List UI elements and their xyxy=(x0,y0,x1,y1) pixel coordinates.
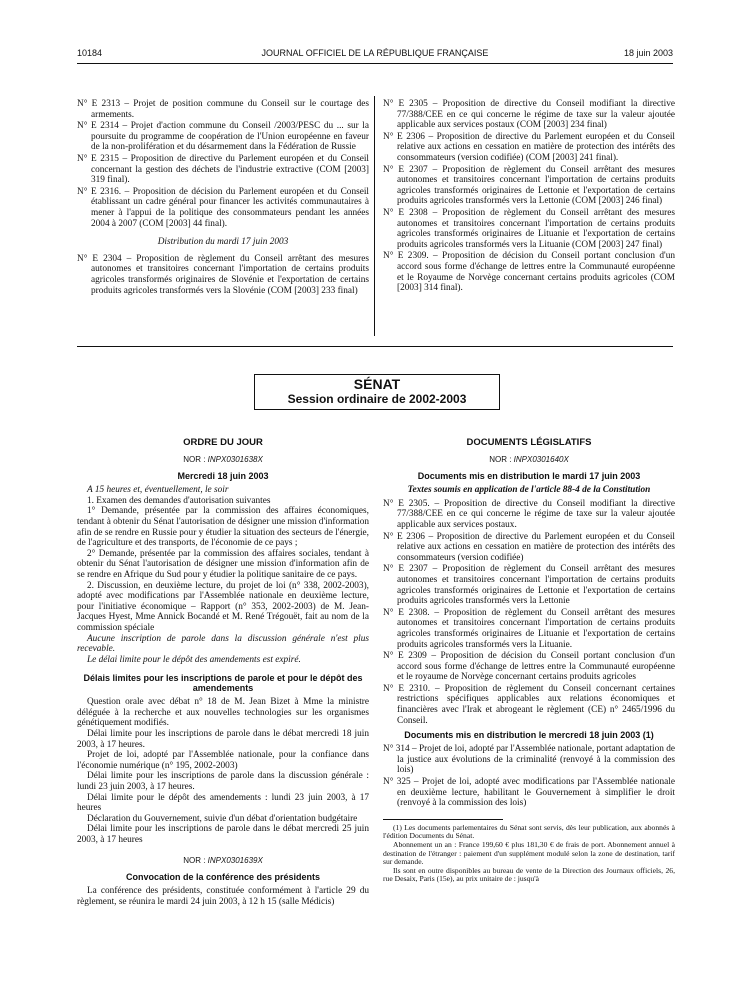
header-rule xyxy=(77,63,673,64)
list-item: N° E 2307 – Proposition de règlement du Conseil arrêtant des mesures autonomes et transitoires concernant l'importation de certains produits agricoles transformés originaires de Lettonie et l'exportation de certains produits agricoles transformés vers la Lettonie (COM [2003] 246 final) xyxy=(383,164,675,207)
journal-title: JOURNAL OFFICIEL DE LA RÉPUBLIQUE FRANÇAISE xyxy=(261,48,489,58)
agenda-item: 1. Examen des demandes d'autorisation suivantes xyxy=(87,495,271,506)
list-item: N° E 2309. – Proposition de décision du Conseil portant conclusion d'un accord sous forme d'échange de lettres entre la Communauté européenne et le Royaume de Norvège concernant certains produits agricoles (COM [2003] 314 final). xyxy=(383,251,675,294)
agenda-item: 2. Discussion, en deuxième lecture, du projet de loi (n° 338, 2002-2003), adopté avec modifications par l'Assemblée nationale en deuxième lecture, pour l'initiative économique – Rapport (n° 353, 2002-2003) de M. Jean-Jacques Hyest, Mme Annick Bocandé et M. René Trégouët, fait au nom de la commission spéciale xyxy=(77,580,369,633)
list-item: N° E 2305. – Proposition de directive du Conseil modifiant la directive 77/388/CEE en ce qui concerne le régime de taxe sur la valeur ajoutée applicable aux services postaux. xyxy=(383,498,675,530)
ordre-du-jour-heading: ORDRE DU JOUR xyxy=(183,437,263,448)
list-item: N° E 2306 – Proposition de directive du Parlement européen et du Conseil relative aux actions en cessation en matière de protection des intérêts des consommateurs (version codifiée) xyxy=(383,531,675,563)
list-item: N° E 2310. – Proposition de règlement du Conseil concernant certaines restrictions spécifiques applicables aux relations économiques et financières avec l'Irak et abrogeant le règlement (CE) n° 2465/1996 du Conseil. xyxy=(383,683,675,726)
list-item: N° 314 – Projet de loi, adopté par l'Assemblée nationale, portant adaptation de la justice aux évolutions de la criminalité (renvoyé à la commission des lois) xyxy=(383,744,675,776)
top-left-column xyxy=(77,99,369,297)
list-item: N° E 2316. – Proposition de décision du Parlement européen et du Conseil établissant un cadre général pour financer les activités communautaires à mener à l'appui de la politique des consommateurs pendant les années 2004 à 2007 (COM [2003] 44 final). xyxy=(77,186,369,229)
delai-item: Délai limite pour les inscriptions de parole dans le débat mercredi 25 juin 2003, à 17 heures xyxy=(77,824,369,845)
note: Le délai limite pour le dépôt des amendements est expiré. xyxy=(87,654,301,665)
distribution-heading: Distribution du mardi 17 juin 2003 xyxy=(157,237,289,248)
delai-item: Délai limite pour les inscriptions de parole dans le débat mercredi 18 juin 2003, à 17 heures. xyxy=(77,729,369,750)
delais-heading: Délais limites pour les inscriptions de parole et pour le dépôt des amendements xyxy=(83,673,363,694)
list-item: N° E 2308. – Proposition de règlement du Conseil arrêtant des mesures autonomes et transitoires concernant l'importation de certains produits agricoles transformés originaires de Lituanie et l'exportation de certains produits agricoles transformés vers la Lituanie. xyxy=(383,607,675,650)
documents-heading: DOCUMENTS LÉGISLATIFS xyxy=(466,437,592,448)
conference-text: La conférence des présidents, constituée conformément à l'article 29 du règlement, se réunira le mardi 24 juin 2003, à 12 h 15 (salle Médicis) xyxy=(77,886,369,907)
list-item: N° E 2305 – Proposition de directive du Conseil modifiant la directive 77/388/CEE en ce qui concerne le régime de taxe sur la valeur ajoutée applicable aux services postaux (COM [2003] 234 final) xyxy=(383,99,675,131)
agenda-item: 2° Demande, présentée par la commission des affaires sociales, tendant à obtenir du Sénat l'autorisation de désigner une mission d'information afin de se rendre en Afrique du Sud pour y étudier la politique sanitaire de ce pays. xyxy=(77,548,369,580)
distribution-heading: Documents mis en distribution le mardi 17 juin 2003 xyxy=(417,471,641,482)
nor-reference: NOR : INPX0301639X xyxy=(183,855,263,865)
list-item: N° E 2308 – Proposition de règlement du Conseil arrêtant des mesures autonomes et transitoires concernant l'importation de certains produits agricoles transformés originaires de Lituanie et l'exportation de certains produits agricoles transformés vers la Lituanie (COM [2003] 247 final) xyxy=(383,207,675,250)
footnote: Ils sont en outre disponibles au bureau de vente de la Direction des Journaux officiels, 26, rue Desaix, Paris (15e), au prix unitaire de : jusqu'à xyxy=(383,865,675,884)
senat-title: SÉNAT xyxy=(353,376,401,392)
delai-item: Délai limite pour le dépôt des amendements : lundi 23 juin 2003, à 17 heures xyxy=(77,792,369,814)
page-number: 10184 xyxy=(77,48,103,58)
top-right-column xyxy=(383,99,675,295)
session-title: Session ordinaire de 2002-2003 xyxy=(287,392,467,406)
agenda-item: 1° Demande, présentée par la commission des affaires économiques, tendant à obtenir du Sénat l'autorisation de désigner une mission d'information afin de se rendre en Russie pour y étudier la situation des secteurs de l'énergie, de l'agriculture et des transports, de l'économie de ce pays ; xyxy=(77,506,370,549)
conference-heading: Convocation de la conférence des présidents xyxy=(125,872,321,883)
list-item: N° E 2309 – Proposition de décision du Conseil portant conclusion d'un accord sous forme d'échange de lettres entre la Communauté européenne et le royaume de Norvège concernant certains produits agricoles xyxy=(383,651,675,683)
list-item: N° E 2315 – Proposition de directive du Parlement européen et du Conseil concernant la gestion des déchets de l'industrie extractive (COM [2003] 319 final). xyxy=(77,153,369,186)
note: Aucune inscription de parole dans la discussion générale n'est plus recevable. xyxy=(77,633,369,655)
textes-heading: Textes soumis en application de l'article 88-4 de la Constitution xyxy=(407,485,651,496)
list-item: N° E 2304 – Proposition de règlement du Conseil arrêtant des mesures autonomes et transitoires concernant l'importation de certains produits agricoles transformés originaires de Slovénie et l'exportation de certains produits agricoles transformés vers la Slovénie (COM [2003] 233 final) xyxy=(77,253,369,296)
intro-text: A 15 heures et, éventuellement, le soir xyxy=(87,485,229,496)
delai-item: Projet de loi, adopté par l'Assemblée nationale, pour la confiance dans l'économie numérique (n° 195, 2002-2003) xyxy=(77,750,369,771)
nor-reference: NOR : INPX0301638X xyxy=(183,454,263,464)
footnote: Abonnement un an : France 199,60 € plus 181,30 € de frais de port. Abonnement annuel à destination de l'étranger : paiement d'un supplément modulé selon la zone de destination, tarif sur demande. xyxy=(383,840,675,867)
list-item: N° E 2306 – Proposition de directive du Parlement européen et du Conseil relative aux actions en cessation en matière de protection des intérêts des consommateurs (version codifiée) (COM [2003] 241 final). xyxy=(383,131,675,163)
delai-item: Délai limite pour les inscriptions de parole dans la discussion générale : lundi 23 juin 2003, à 17 heures. xyxy=(77,771,369,793)
delai-item: Question orale avec débat n° 18 de M. Jean Bizet à Mme la ministre déléguée à la recherche et aux nouvelles technologies sur les organismes génétiquement modifiés. xyxy=(77,697,369,729)
documents-legislatifs-column xyxy=(383,438,675,884)
ordre-du-jour-column xyxy=(77,438,369,907)
date-heading: Mercredi 18 juin 2003 xyxy=(177,471,269,482)
list-item: N° E 2314 – Projet d'action commune du Conseil /2003/PESC du ... sur la poursuite du programme de coopération de l'Union européenne en faveur de la non-prolifération et du désarmement dans la Fédération de Russie xyxy=(77,121,369,153)
section-rule xyxy=(77,346,673,347)
list-item: N° E 2313 – Projet de position commune du Conseil sur le courtage des armements. xyxy=(77,99,369,120)
nor-reference: NOR : INPX0301640X xyxy=(489,454,569,464)
list-item: N° E 2307 – Proposition de règlement du Conseil arrêtant des mesures autonomes et transitoires concernant l'importation de certains produits agricoles transformés originaires de Lettonie et l'exportation de certains produits agricoles transformés vers la Lettonie xyxy=(383,564,675,607)
footnote-rule xyxy=(383,819,503,820)
issue-date: 18 juin 2003 xyxy=(623,48,673,58)
column-divider xyxy=(374,96,375,336)
footnote: (1) Les documents parlementaires du Sénat sont servis, dès leur publication, aux abonnés à l'édition Documents du Sénat. xyxy=(383,822,675,841)
list-item: N° 325 – Projet de loi, adopté avec modifications par l'Assemblée nationale en deuxième lecture, habilitant le Gouvernement à simplifier le droit (renvoyé à la commission des lois) xyxy=(383,777,675,809)
page-header xyxy=(77,48,673,62)
senat-title-box xyxy=(254,374,500,410)
distribution-heading: Documents mis en distribution le mercredi 18 juin 2003 (1) xyxy=(404,730,654,741)
delai-item: Déclaration du Gouvernement, suivie d'un débat d'orientation budgétaire xyxy=(87,813,358,824)
